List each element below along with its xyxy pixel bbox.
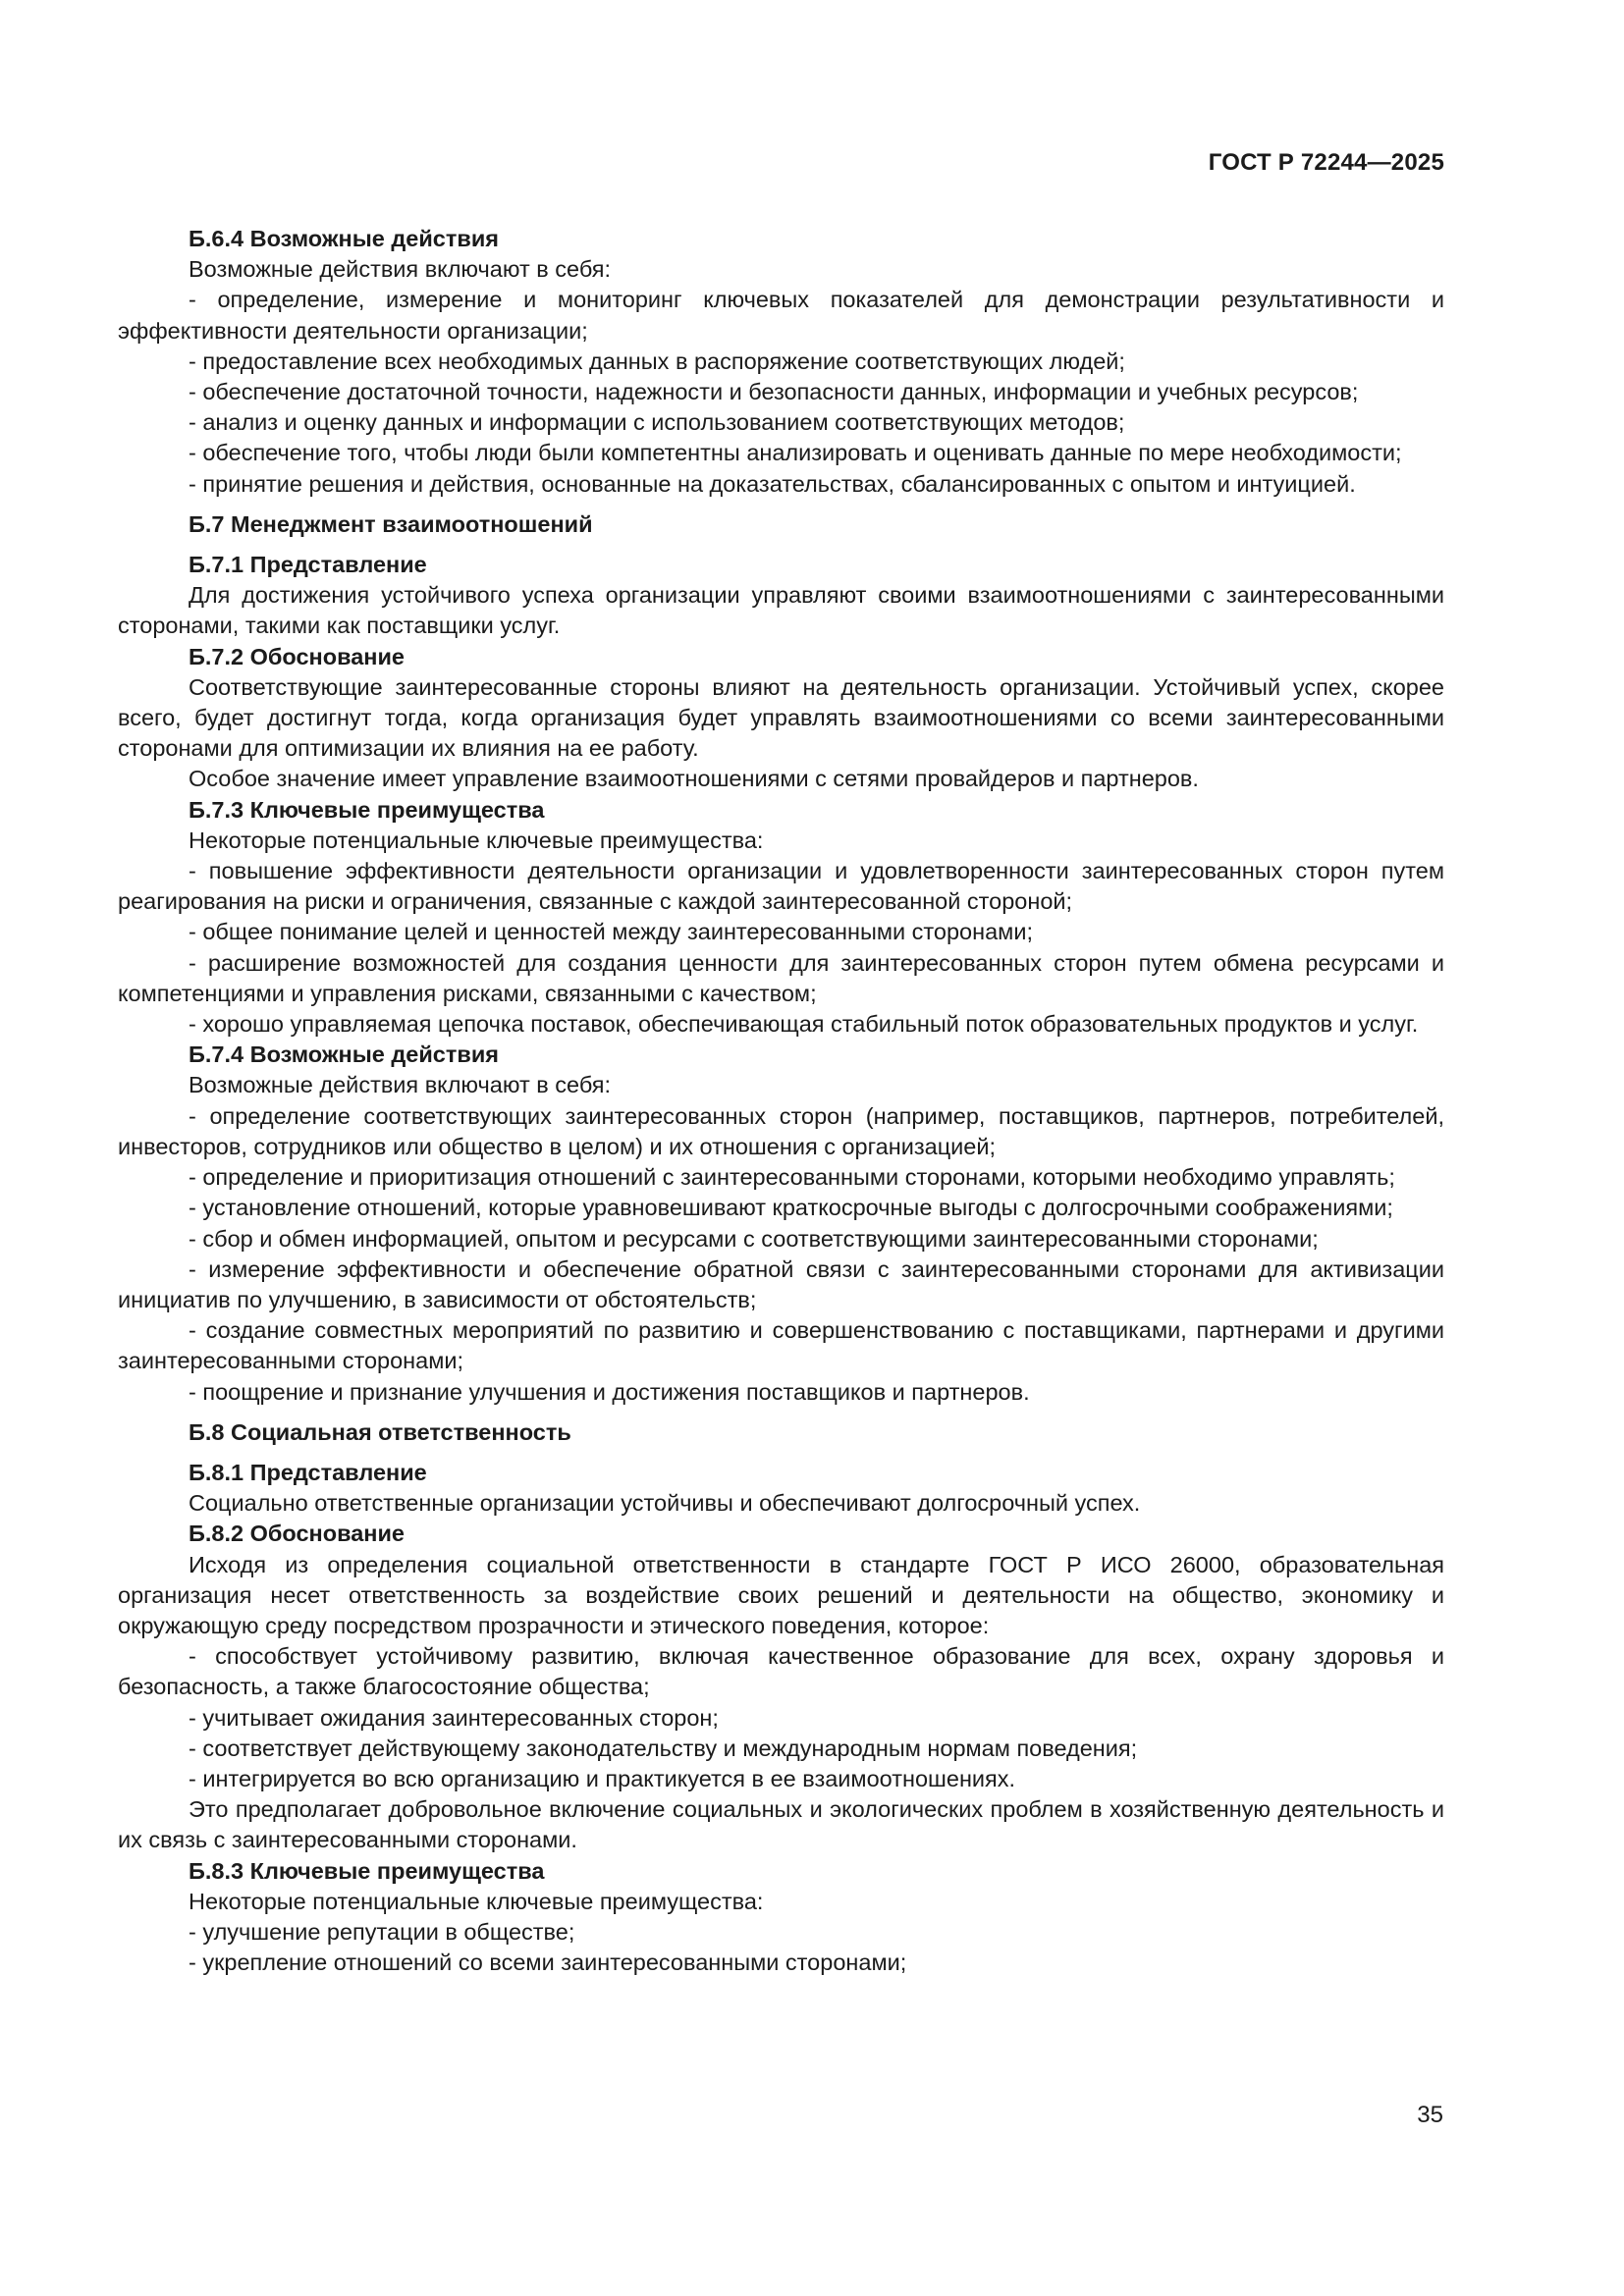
- list-item: - определение соответствующих заинтересованных сторон (например, поставщиков, партнеров, потребителей, инвесторов, сотрудников или общество в целом) и их отношения с организацией;: [118, 1102, 1444, 1159]
- list-item: - сбор и обмен информацией, опытом и ресурсами с соответствующими заинтересованными сторонами;: [189, 1225, 1319, 1252]
- paragraph: Некоторые потенциальные ключевые преимущества:: [189, 1888, 764, 1914]
- list-item: - обеспечение того, чтобы люди были компетентны анализировать и оценивать данные по мере необходимости;: [189, 440, 1402, 466]
- list-item: - анализ и оценку данных и информации с использованием соответствующих методов;: [189, 409, 1125, 436]
- list-item: - хорошо управляемая цепочка поставок, обеспечивающая стабильный поток образовательных продуктов и услуг.: [189, 1011, 1419, 1038]
- list-item: - создание совместных мероприятий по развитию и совершенствованию с поставщиками, партнерами и другими заинтересованными сторонами;: [118, 1317, 1444, 1374]
- list-item: - повышение эффективности деятельности организации и удовлетворенности заинтересованных сторон путем реагирования на риски и ограничения, связанные с каждой заинтересованной стороной;: [118, 858, 1444, 915]
- paragraph: Для достижения устойчивого успеха организации управляют своими взаимоотношениями с заинтересованными сторонами, такими как поставщики услуг.: [118, 582, 1444, 639]
- paragraph: Особое значение имеет управление взаимоотношениями с сетями провайдеров и партнеров.: [189, 766, 1199, 792]
- paragraph: Некоторые потенциальные ключевые преимущества:: [189, 827, 764, 853]
- paragraph: Социально ответственные организации устойчивы и обеспечивают долгосрочный успех.: [189, 1490, 1141, 1517]
- list-item: - измерение эффективности и обеспечение обратной связи с заинтересованными сторонами для активизации инициатив по улучшению, в зависимости от обстоятельств;: [118, 1255, 1444, 1312]
- list-item: - способствует устойчивому развитию, включая качественное образование для всех, охрану здоровья и безопасность, а также благосостояние общества;: [118, 1643, 1444, 1700]
- section-heading-b7-2: Б.7.2 Обоснование: [189, 643, 405, 669]
- list-item: - определение и приоритизация отношений с заинтересованными сторонами, которыми необходимо управлять;: [189, 1164, 1395, 1191]
- paragraph: Возможные действия включают в себя:: [189, 256, 612, 283]
- document-code-header: ГОСТ Р 72244—2025: [1208, 149, 1444, 176]
- section-heading-b7-3: Б.7.3 Ключевые преимущества: [189, 796, 545, 823]
- section-heading-b7: Б.7 Менеджмент взаимоотношений: [189, 510, 593, 537]
- list-item: - принятие решения и действия, основанные на доказательствах, сбалансированных с опытом и интуицией.: [189, 470, 1356, 497]
- paragraph: Исходя из определения социальной ответственности в стандарте ГОСТ Р ИСО 26000, образовательная организация несет ответственность за воздействие своих решений и деятельности на общество, экономику и окружающую среду посредством прозрачности и этического поведения, которое:: [118, 1551, 1444, 1638]
- section-heading-b8-3: Б.8.3 Ключевые преимущества: [189, 1857, 545, 1884]
- list-item: - соответствует действующему законодательству и международным нормам поведения;: [189, 1735, 1138, 1761]
- list-item: - обеспечение достаточной точности, надежности и безопасности данных, информации и учебных ресурсов;: [189, 379, 1359, 405]
- section-heading-b7-4: Б.7.4 Возможные действия: [189, 1041, 499, 1068]
- section-heading-b8-2: Б.8.2 Обоснование: [189, 1521, 405, 1547]
- section-heading-b8: Б.8 Социальная ответственность: [189, 1418, 571, 1445]
- paragraph: Это предполагает добровольное включение социальных и экологических проблем в хозяйственную деятельность и их связь с заинтересованными сторонами.: [118, 1796, 1444, 1853]
- paragraph: Возможные действия включают в себя:: [189, 1072, 612, 1098]
- page-number: 35: [1417, 2102, 1443, 2128]
- list-item: - общее понимание целей и ценностей между заинтересованными сторонами;: [189, 919, 1033, 945]
- section-heading-b8-1: Б.8.1 Представление: [189, 1459, 427, 1485]
- list-item: - установление отношений, которые уравновешивают краткосрочные выгоды с долгосрочными соображениями;: [189, 1195, 1393, 1221]
- list-item: - поощрение и признание улучшения и достижения поставщиков и партнеров.: [189, 1378, 1030, 1405]
- section-heading-b7-1: Б.7.1 Представление: [189, 552, 427, 578]
- list-item: - укрепление отношений со всеми заинтересованными сторонами;: [189, 1949, 907, 1976]
- list-item: - предоставление всех необходимых данных в распоряжение соответствующих людей;: [189, 347, 1125, 374]
- paragraph: Соответствующие заинтересованные стороны влияют на деятельность организации. Устойчивый успех, скорее всего, будет достигнут тогда, когда организация будет управлять взаимоотношениями со всеми заинтересованными сторонами для оптимизации их влияния на ее работу.: [118, 673, 1444, 762]
- list-item: - улучшение репутации в обществе;: [189, 1918, 575, 1945]
- list-item: - расширение возможностей для создания ценности для заинтересованных сторон путем обмена ресурсами и компетенциями и управления рисками, связанными с качеством;: [118, 949, 1444, 1006]
- list-item: - учитывает ожидания заинтересованных сторон;: [189, 1704, 719, 1731]
- document-body: [118, 224, 1444, 1978]
- section-heading-b6-4: Б.6.4 Возможные действия: [189, 226, 499, 251]
- list-item: - определение, измерение и мониторинг ключевых показателей для демонстрации результативности и эффективности деятельности организации;: [118, 287, 1444, 344]
- list-item: - интегрируется во всю организацию и практикуется в ее взаимоотношениях.: [189, 1765, 1016, 1791]
